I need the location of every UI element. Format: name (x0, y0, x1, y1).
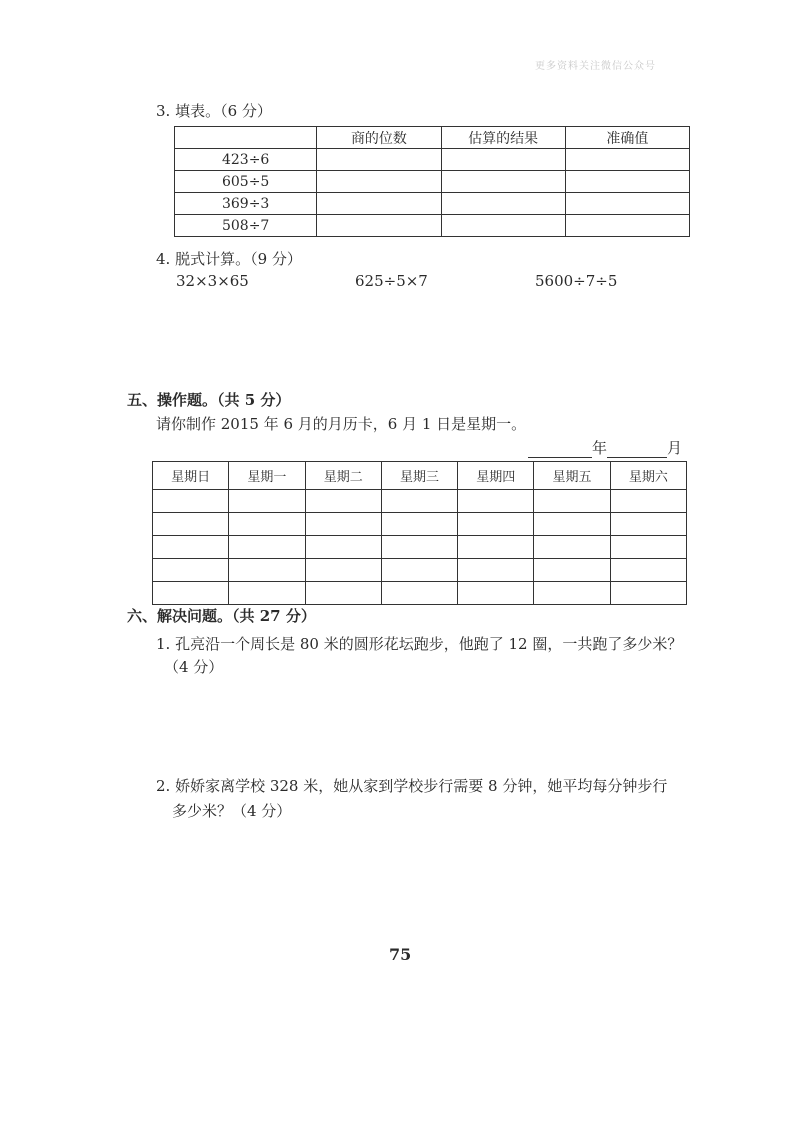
calendar-cell[interactable] (153, 536, 229, 559)
answer-cell[interactable] (565, 149, 689, 171)
table-row (175, 193, 690, 215)
weekday-saturday: 星期六 (610, 462, 686, 490)
fill-table (174, 126, 690, 237)
calendar-cell[interactable] (153, 513, 229, 536)
calendar-week-row (153, 513, 687, 536)
weekday-thursday: 星期四 (458, 462, 534, 490)
answer-cell[interactable] (441, 149, 565, 171)
fill-table-header-row (175, 127, 690, 149)
calendar-cell[interactable] (305, 559, 381, 582)
answer-cell[interactable] (441, 171, 565, 193)
calendar-cell[interactable] (458, 536, 534, 559)
calendar-cell[interactable] (610, 513, 686, 536)
calendar-cell[interactable] (305, 536, 381, 559)
expression-cell: 369÷3 (175, 193, 317, 215)
calendar-cell[interactable] (381, 536, 457, 559)
fill-table-header-digits: 商的位数 (317, 127, 441, 149)
watermark: 更多资料关注微信公众号 (535, 61, 656, 72)
fill-table-header-blank (175, 127, 317, 149)
fill-table-header-exact: 准确值 (565, 127, 689, 149)
month-blank[interactable] (607, 443, 667, 458)
calendar-cell[interactable] (229, 513, 305, 536)
calendar-cell[interactable] (610, 490, 686, 513)
answer-cell[interactable] (317, 193, 441, 215)
calendar-cell[interactable] (153, 490, 229, 513)
calendar-cell[interactable] (610, 559, 686, 582)
year-blank[interactable] (528, 443, 592, 458)
q4-item-1: 32×3×65 (176, 272, 249, 290)
expression-cell: 423÷6 (175, 149, 317, 171)
calendar-cell[interactable] (381, 559, 457, 582)
fill-table-header-estimate: 估算的结果 (441, 127, 565, 149)
calendar-table (152, 461, 687, 605)
calendar-week-row (153, 490, 687, 513)
calendar-header-row (153, 462, 687, 490)
calendar-cell[interactable] (534, 513, 610, 536)
s6-problem-2-line-1: 2. 娇娇家离学校 328 米，她从家到学校步行需要 8 分钟，她平均每分钟步行 (156, 777, 668, 795)
year-month-line (528, 437, 682, 458)
q4-title: 4. 脱式计算。（9 分） (156, 250, 302, 268)
weekday-friday: 星期五 (534, 462, 610, 490)
weekday-tuesday: 星期二 (305, 462, 381, 490)
s6-problem-1-line-1: 1. 孔亮沿一个周长是 80 米的圆形花坛跑步，他跑了 12 圈，一共跑了多少米？ (156, 635, 683, 653)
month-label: 月 (667, 439, 683, 457)
calendar-cell[interactable] (381, 582, 457, 605)
s5-title: 五、操作题。（共 5 分） (127, 391, 291, 409)
s6-problem-1-line-2: （4 分） (164, 658, 224, 676)
calendar-cell[interactable] (534, 490, 610, 513)
page-number: 75 (389, 945, 412, 964)
table-row (175, 171, 690, 193)
q4-item-3: 5600÷7÷5 (535, 272, 618, 290)
answer-cell[interactable] (441, 215, 565, 237)
calendar-cell[interactable] (458, 559, 534, 582)
weekday-sunday: 星期日 (153, 462, 229, 490)
calendar-cell[interactable] (534, 582, 610, 605)
answer-cell[interactable] (565, 193, 689, 215)
calendar-cell[interactable] (458, 582, 534, 605)
calendar-cell[interactable] (458, 490, 534, 513)
table-row (175, 215, 690, 237)
calendar-cell[interactable] (534, 536, 610, 559)
calendar-cell[interactable] (229, 536, 305, 559)
calendar-cell[interactable] (229, 559, 305, 582)
q4-item-2: 625÷5×7 (355, 272, 428, 290)
answer-cell[interactable] (565, 171, 689, 193)
calendar-cell[interactable] (610, 536, 686, 559)
calendar-week-row (153, 536, 687, 559)
s5-instruction: 请你制作 2015 年 6 月的月历卡，6 月 1 日是星期一。 (156, 415, 527, 433)
calendar-cell[interactable] (229, 490, 305, 513)
expression-cell: 605÷5 (175, 171, 317, 193)
answer-cell[interactable] (441, 193, 565, 215)
weekday-monday: 星期一 (229, 462, 305, 490)
answer-cell[interactable] (317, 215, 441, 237)
q3-title: 3. 填表。（6 分） (156, 102, 272, 120)
s6-problem-2-line-2: 多少米？（4 分） (172, 802, 292, 820)
table-row (175, 149, 690, 171)
calendar-cell[interactable] (229, 582, 305, 605)
calendar-cell[interactable] (458, 513, 534, 536)
weekday-wednesday: 星期三 (381, 462, 457, 490)
calendar-cell[interactable] (305, 513, 381, 536)
calendar-cell[interactable] (534, 559, 610, 582)
calendar-cell[interactable] (381, 513, 457, 536)
calendar-cell[interactable] (305, 490, 381, 513)
calendar-cell[interactable] (153, 582, 229, 605)
calendar-week-row (153, 582, 687, 605)
answer-cell[interactable] (317, 149, 441, 171)
answer-cell[interactable] (317, 171, 441, 193)
year-label: 年 (592, 439, 608, 457)
answer-cell[interactable] (565, 215, 689, 237)
s6-title: 六、解决问题。（共 27 分） (127, 607, 316, 625)
expression-cell: 508÷7 (175, 215, 317, 237)
calendar-cell[interactable] (381, 490, 457, 513)
calendar-week-row (153, 559, 687, 582)
calendar-cell[interactable] (153, 559, 229, 582)
calendar-cell[interactable] (610, 582, 686, 605)
calendar-cell[interactable] (305, 582, 381, 605)
